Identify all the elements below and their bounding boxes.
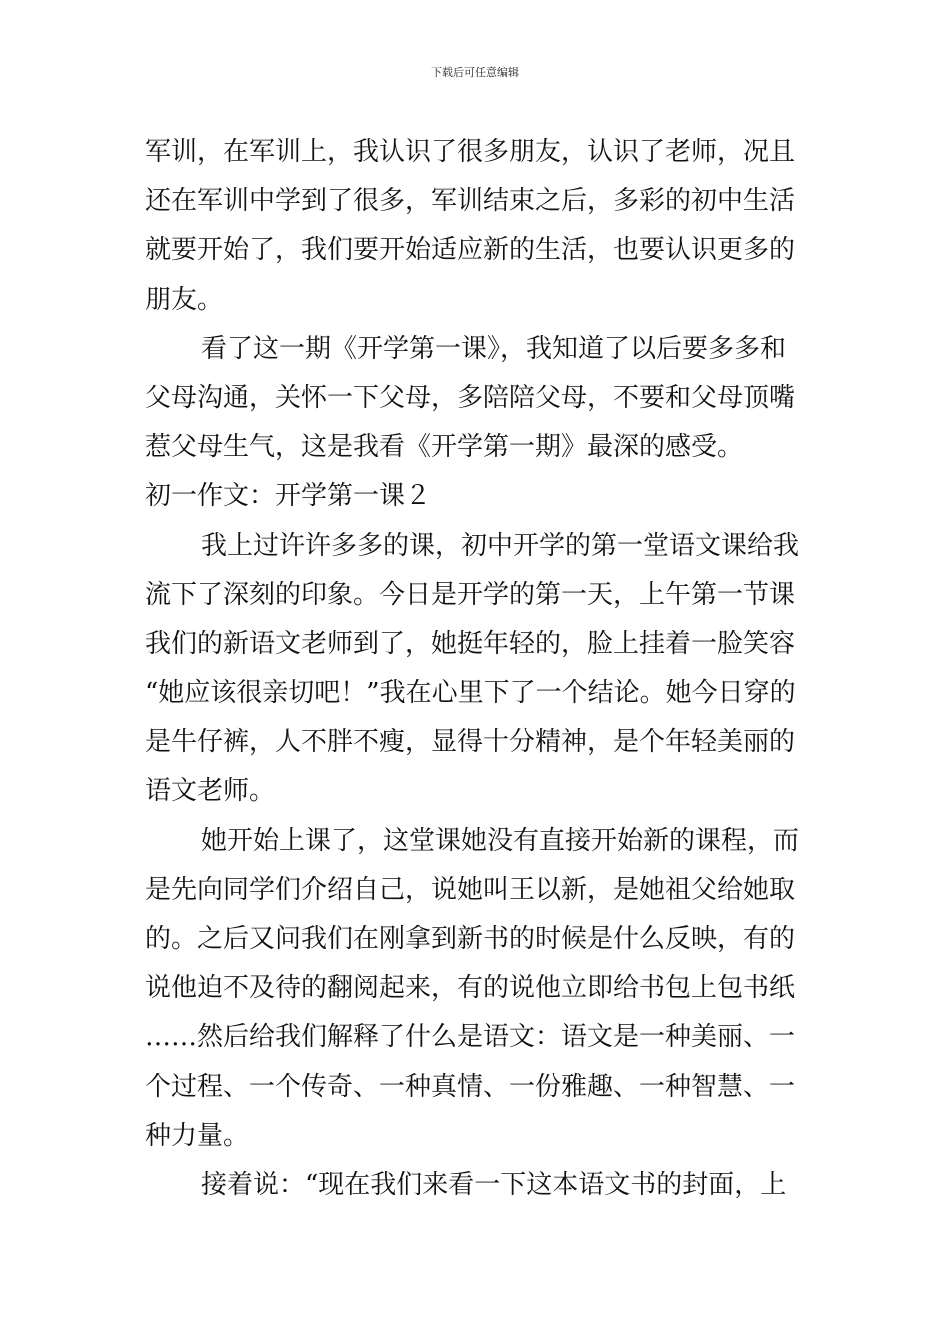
text-line: 语文老师。 [145, 776, 276, 807]
text-line: “她应该很亲切吧！”我在心里下了一个结论。她今日穿的 [145, 678, 796, 709]
text-line: 是先向同学们介绍自己，说她叫王以新，是她祖父给她取 [145, 874, 796, 905]
text-line: 的。之后又问我们在刚拿到新书的时候是什么反映，有的 [145, 924, 796, 954]
text-line: 是牛仔裤，人不胖不瘦，显得十分精神，是个年轻美丽的 [145, 727, 796, 758]
text-line: 朋友。 [145, 284, 224, 315]
text-line: 看了这一期《开学第一课》，我知道了以后要多多和 [201, 333, 787, 364]
document-body [145, 128, 810, 1210]
text-line: 惹父母生气，这是我看《开学第一期》最深的感受。 [145, 432, 744, 463]
text-line: 她开始上课了，这堂课她没有直接开始新的课程，而 [201, 825, 800, 856]
page-header: 下载后可任意编辑 [431, 66, 519, 79]
text-line: ……然后给我们解释了什么是语文：语文是一种美丽、一 [145, 1022, 796, 1053]
text-line: 个过程、一个传奇、一种真情、一份雅趣、一种智慧、一 [145, 1071, 796, 1102]
text-line: 初一作文：开学第一课２ [145, 481, 432, 512]
text-line: 我们的新语文老师到了，她挺年轻的，脸上挂着一脸笑容 [145, 628, 796, 659]
text-line: 军训，在军训上，我认识了很多朋友，认识了老师，况且 [145, 137, 796, 167]
text-line: 流下了深刻的印象。今日是开学的第一天，上午第一节课 [145, 579, 796, 610]
text-line: 还在军训中学到了很多，军训结束之后，多彩的初中生活 [145, 186, 796, 217]
text-line: 种力量。 [145, 1120, 250, 1151]
text-line: 接着说：“现在我们来看一下这本语文书的封面，上 [201, 1169, 787, 1200]
text-line: 我上过许许多多的课，初中开学的第一堂语文课给我 [201, 530, 800, 561]
text-line: 就要开始了，我们要开始适应新的生活，也要认识更多的 [145, 235, 796, 266]
text-line: 父母沟通，关怀一下父母，多陪陪父母，不要和父母顶嘴 [145, 382, 796, 413]
text-line: 说他迫不及待的翻阅起来，有的说他立即给书包上包书纸 [145, 973, 796, 1004]
